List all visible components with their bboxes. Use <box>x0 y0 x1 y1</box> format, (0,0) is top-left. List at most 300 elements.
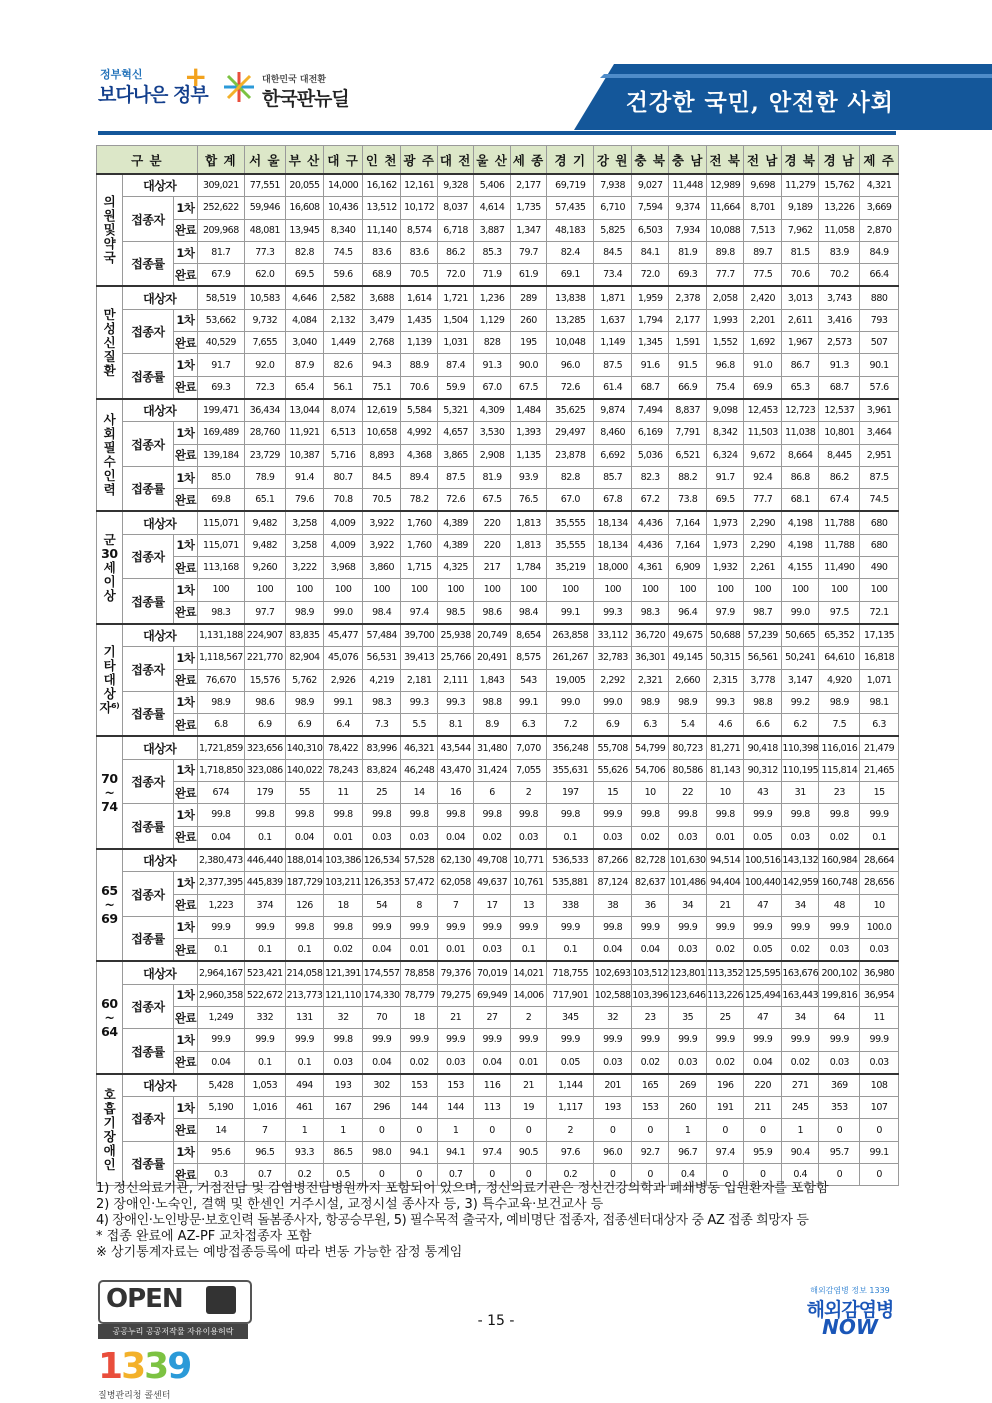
table-cell: 718,755 <box>547 961 594 984</box>
table-cell: 50,241 <box>781 647 819 669</box>
table-cell: 193 <box>594 1097 632 1119</box>
table-cell: 199,816 <box>819 984 860 1006</box>
table-cell: 10,088 <box>706 219 744 241</box>
table-cell: 10 <box>631 782 669 804</box>
table-cell: 9,874 <box>594 399 632 422</box>
table-cell: 15 <box>860 782 899 804</box>
table-cell: 140,022 <box>285 759 324 781</box>
table-cell: 61.9 <box>510 264 546 287</box>
group-label: 만성신질환 <box>97 286 123 398</box>
table-cell: 4,009 <box>324 511 363 534</box>
table-cell: 99.3 <box>437 691 473 713</box>
table-cell: 0 <box>362 1164 401 1186</box>
table-cell: 86.5 <box>324 1141 363 1163</box>
table-cell: 10,771 <box>510 849 546 872</box>
vaccinated-label: 접종자 <box>122 309 173 354</box>
table-cell: 39,413 <box>401 647 437 669</box>
table-cell: 3,922 <box>362 534 401 556</box>
vaccinated-label: 접종자 <box>122 197 173 242</box>
table-cell: 0.03 <box>510 826 546 849</box>
table-cell: 4,992 <box>401 422 437 444</box>
table-cell: 220 <box>744 1074 782 1097</box>
table-cell: 56,561 <box>744 647 782 669</box>
table-cell: 90,312 <box>744 759 782 781</box>
table-cell: 2,960,358 <box>197 984 244 1006</box>
table-cell: 99.8 <box>781 804 819 826</box>
table-cell: 8.9 <box>474 714 510 737</box>
table-cell: 99.8 <box>324 804 363 826</box>
table-cell: 94,404 <box>706 872 744 894</box>
table-cell: 10,172 <box>401 197 437 219</box>
table-cell: 8,460 <box>594 422 632 444</box>
table-cell: 6.3 <box>860 714 899 737</box>
table-cell: 70.6 <box>401 376 437 399</box>
table-cell: 0.1 <box>285 939 324 962</box>
table-cell: 11,279 <box>781 174 819 197</box>
table-cell: 1,144 <box>547 1074 594 1097</box>
open-license-logo <box>98 1280 248 1338</box>
overseas-caption: 해외감염병 정보 1339 <box>810 1286 890 1295</box>
table-cell: 99.9 <box>860 1029 899 1051</box>
rate-label: 접종률 <box>122 466 173 511</box>
table-cell: 4,436 <box>631 511 669 534</box>
table-cell: 78.2 <box>401 489 437 512</box>
table-cell: 332 <box>244 1006 285 1028</box>
vaccinated-label: 접종자 <box>122 534 173 579</box>
table-header-row <box>97 146 899 175</box>
dose-complete-label: 완료 <box>174 1164 198 1186</box>
table-cell: 494 <box>285 1074 324 1097</box>
table-row <box>97 1006 899 1028</box>
table-cell: 72.6 <box>437 489 473 512</box>
table-cell: 39,700 <box>401 624 437 647</box>
table-cell: 0 <box>510 1164 546 1186</box>
table-cell: 0 <box>401 1164 437 1186</box>
table-cell: 100 <box>547 579 594 601</box>
table-cell: 20,749 <box>474 624 510 647</box>
table-cell: 85.0 <box>197 466 244 488</box>
table-cell: 15,576 <box>244 669 285 691</box>
table-cell: 7,655 <box>244 332 285 354</box>
rate-label: 접종률 <box>122 1141 173 1186</box>
table-cell: 99.3 <box>594 601 632 624</box>
group-label: 60 ~ 64 <box>97 961 123 1073</box>
table-cell: 1,967 <box>781 332 819 354</box>
table-cell: 83.9 <box>819 241 860 263</box>
table-cell: 296 <box>362 1097 401 1119</box>
table-cell: 87.9 <box>285 354 324 376</box>
table-cell: 8,342 <box>706 422 744 444</box>
table-cell: 2,582 <box>324 286 363 309</box>
table-cell: 2,290 <box>744 534 782 556</box>
table-cell: 15,762 <box>819 174 860 197</box>
table-cell: 0.2 <box>285 1164 324 1186</box>
table-cell: 90,418 <box>744 736 782 759</box>
table-cell: 193 <box>324 1074 363 1097</box>
table-cell: 67.0 <box>547 489 594 512</box>
column-header: 경 기 <box>547 146 594 175</box>
table-cell: 99.9 <box>474 1029 510 1051</box>
table-cell: 2,951 <box>860 444 899 466</box>
table-cell: 220 <box>474 534 510 556</box>
table-cell: 3,887 <box>474 219 510 241</box>
table-cell: 153 <box>437 1074 473 1097</box>
table-cell: 153 <box>401 1074 437 1097</box>
table-cell: 6.4 <box>324 714 363 737</box>
table-cell: 98.3 <box>197 601 244 624</box>
page-header <box>0 0 992 140</box>
hotline-digit: 3 <box>144 1346 168 1387</box>
table-cell: 73.8 <box>669 489 707 512</box>
table-cell: 2 <box>547 1119 594 1141</box>
table-cell: 1,118,567 <box>197 647 244 669</box>
table-cell: 0.04 <box>362 1051 401 1074</box>
rate-label: 접종률 <box>122 579 173 624</box>
table-cell: 98.8 <box>744 691 782 713</box>
table-cell: 94.1 <box>437 1141 473 1163</box>
table-cell: 98.1 <box>860 691 899 713</box>
table-cell: 445,839 <box>244 872 285 894</box>
table-cell: 99.9 <box>510 1029 546 1051</box>
table-cell: 66.9 <box>669 376 707 399</box>
table-cell: 16,162 <box>362 174 401 197</box>
table-cell: 1,249 <box>197 1006 244 1028</box>
table-row <box>97 489 899 512</box>
table-cell: 75.1 <box>362 376 401 399</box>
table-cell: 90.0 <box>510 354 546 376</box>
table-cell: 174,330 <box>362 984 401 1006</box>
table-cell: 99.9 <box>197 1029 244 1051</box>
hotline-digit: 1 <box>98 1346 122 1387</box>
table-cell: 536,533 <box>547 849 594 872</box>
dose-1-label: 1차 <box>174 354 198 376</box>
table-cell: 356,248 <box>547 736 594 759</box>
table-cell: 54,706 <box>631 759 669 781</box>
table-cell: 6,692 <box>594 444 632 466</box>
table-cell: 0.1 <box>510 939 546 962</box>
table-cell: 98.9 <box>197 691 244 713</box>
table-cell: 65.4 <box>285 376 324 399</box>
table-cell: 98.9 <box>285 601 324 624</box>
table-cell: 87.4 <box>437 354 473 376</box>
table-cell: 86.7 <box>781 354 819 376</box>
footnote-1: 1) 정신의료기관, 거점전담 및 감염병전담병원까지 포함되어 있으며, 정신의료기관은 정신건강의학과 폐쇄병동 입원환자를 포함함 <box>96 1181 829 1196</box>
table-cell: 15 <box>594 782 632 804</box>
table-cell: 110,195 <box>781 759 819 781</box>
table-cell: 12,161 <box>401 174 437 197</box>
table-cell: 81.9 <box>474 466 510 488</box>
table-cell: 2,660 <box>669 669 707 691</box>
table-cell: 40,529 <box>197 332 244 354</box>
table-row <box>97 1074 899 1097</box>
table-cell: 99.1 <box>324 691 363 713</box>
table-cell: 67.5 <box>474 489 510 512</box>
table-cell: 4,084 <box>285 309 324 331</box>
table-cell: 83,835 <box>285 624 324 647</box>
table-cell: 0 <box>594 1119 632 1141</box>
table-cell: 99.9 <box>474 916 510 938</box>
table-cell: 82,637 <box>631 872 669 894</box>
table-cell: 48 <box>819 894 860 916</box>
table-cell: 35,555 <box>547 511 594 534</box>
table-cell: 4.6 <box>706 714 744 737</box>
table-cell: 1,347 <box>510 219 546 241</box>
table-cell: 100 <box>706 579 744 601</box>
table-cell: 99.8 <box>401 804 437 826</box>
table-cell: 3,778 <box>744 669 782 691</box>
dose-complete-label: 완료 <box>174 264 198 287</box>
table-cell: 25 <box>706 1006 744 1028</box>
table-cell: 69.9 <box>744 376 782 399</box>
dose-1-label: 1차 <box>174 984 198 1006</box>
table-cell: 96.0 <box>594 1141 632 1163</box>
table-row <box>97 1119 899 1141</box>
group-label: 기타대상자⁶⁾ <box>97 624 123 736</box>
target-label: 대상자 <box>122 736 197 759</box>
table-cell: 70,019 <box>474 961 510 984</box>
table-row <box>97 939 899 962</box>
table-cell: 0.4 <box>781 1164 819 1186</box>
table-cell: 91.7 <box>197 354 244 376</box>
table-cell: 35,555 <box>547 534 594 556</box>
column-header: 충 남 <box>669 146 707 175</box>
table-cell: 4,198 <box>781 534 819 556</box>
table-cell: 6,718 <box>437 219 473 241</box>
table-row <box>97 916 899 938</box>
table-cell: 2,926 <box>324 669 363 691</box>
table-cell: 4,361 <box>631 557 669 579</box>
table-cell: 3,961 <box>860 399 899 422</box>
target-label: 대상자 <box>122 286 197 309</box>
table-cell: 72.1 <box>860 601 899 624</box>
table-cell: 85.3 <box>474 241 510 263</box>
table-cell: 103,396 <box>631 984 669 1006</box>
table-cell: 8,664 <box>781 444 819 466</box>
table-cell: 680 <box>860 534 899 556</box>
table-cell: 36,954 <box>860 984 899 1006</box>
table-cell: 0 <box>819 1164 860 1186</box>
table-cell: 23 <box>631 1006 669 1028</box>
table-cell: 83,996 <box>362 736 401 759</box>
table-cell: 200,102 <box>819 961 860 984</box>
table-cell: 100 <box>781 579 819 601</box>
table-cell: 8,340 <box>324 219 363 241</box>
table-cell: 0 <box>362 1119 401 1141</box>
table-cell: 13,945 <box>285 219 324 241</box>
table-cell: 100 <box>819 579 860 601</box>
dose-1-label: 1차 <box>174 579 198 601</box>
table-cell: 0.02 <box>706 1051 744 1074</box>
table-cell: 14 <box>401 782 437 804</box>
table-cell: 96.8 <box>706 354 744 376</box>
group-label: 사회필수인력 <box>97 399 123 511</box>
table-cell: 1,435 <box>401 309 437 331</box>
table-cell: 99.8 <box>197 804 244 826</box>
table-cell: 1,071 <box>860 669 899 691</box>
table-cell: 4,219 <box>362 669 401 691</box>
table-cell: 13 <box>510 894 546 916</box>
table-cell: 116,016 <box>819 736 860 759</box>
table-cell: 20,055 <box>285 174 324 197</box>
table-row <box>97 376 899 399</box>
table-cell: 6,324 <box>706 444 744 466</box>
table-cell: 65.1 <box>244 489 285 512</box>
table-cell: 10,387 <box>285 444 324 466</box>
hotline-number <box>98 1346 190 1387</box>
table-cell: 522,672 <box>244 984 285 1006</box>
table-cell: 0.04 <box>594 939 632 962</box>
table-cell: 1,760 <box>401 534 437 556</box>
dose-complete-label: 완료 <box>174 1051 198 1074</box>
table-cell: 67.2 <box>631 489 669 512</box>
table-cell: 95.7 <box>819 1141 860 1163</box>
table-cell: 2,378 <box>669 286 707 309</box>
table-row <box>97 714 899 737</box>
table-cell: 0 <box>594 1164 632 1186</box>
table-cell: 64,610 <box>819 647 860 669</box>
table-cell: 4,920 <box>819 669 860 691</box>
table-cell: 7,070 <box>510 736 546 759</box>
table-cell: 6.9 <box>244 714 285 737</box>
table-cell: 4,389 <box>437 511 473 534</box>
table-cell: 160,984 <box>819 849 860 872</box>
table-cell: 74.5 <box>860 489 899 512</box>
table-cell: 115,814 <box>819 759 860 781</box>
table-cell: 69,949 <box>474 984 510 1006</box>
table-cell: 6.9 <box>594 714 632 737</box>
table-cell: 126 <box>285 894 324 916</box>
table-cell: 79,275 <box>437 984 473 1006</box>
table-cell: 99.9 <box>819 916 860 938</box>
table-cell: 89.4 <box>401 466 437 488</box>
table-cell: 0.1 <box>244 826 285 849</box>
table-cell: 9,732 <box>244 309 285 331</box>
vaccinated-label: 접종자 <box>122 872 173 917</box>
table-cell: 21,465 <box>860 759 899 781</box>
dose-1-label: 1차 <box>174 804 198 826</box>
table-cell: 0.7 <box>437 1164 473 1186</box>
table-cell: 99.8 <box>437 804 473 826</box>
table-cell: 7 <box>244 1119 285 1141</box>
table-cell: 1,692 <box>744 332 782 354</box>
table-cell: 6.6 <box>744 714 782 737</box>
table-cell: 10,583 <box>244 286 285 309</box>
table-cell: 0 <box>819 1119 860 1141</box>
table-cell: 9,098 <box>706 399 744 422</box>
table-row <box>97 354 899 376</box>
table-cell: 3,416 <box>819 309 860 331</box>
table-cell: 179 <box>244 782 285 804</box>
table-cell: 13,838 <box>547 286 594 309</box>
table-cell: 20,491 <box>474 647 510 669</box>
table-cell: 7,164 <box>669 511 707 534</box>
table-cell: 7,791 <box>669 422 707 444</box>
table-cell: 8.1 <box>437 714 473 737</box>
table-cell: 8,445 <box>819 444 860 466</box>
table-cell: 1,345 <box>631 332 669 354</box>
table-cell: 9,482 <box>244 534 285 556</box>
table-cell: 14,021 <box>510 961 546 984</box>
table-cell: 4,657 <box>437 422 473 444</box>
table-cell: 99.9 <box>437 916 473 938</box>
table-cell: 93.3 <box>285 1141 324 1163</box>
table-cell: 28,760 <box>244 422 285 444</box>
table-cell: 76,670 <box>197 669 244 691</box>
table-cell: 1,139 <box>401 332 437 354</box>
rate-label: 접종률 <box>122 804 173 849</box>
table-cell: 9,374 <box>669 197 707 219</box>
table-cell: 99.9 <box>362 916 401 938</box>
table-cell: 7.5 <box>819 714 860 737</box>
table-cell: 93.9 <box>510 466 546 488</box>
table-cell: 99.9 <box>744 1029 782 1051</box>
table-cell: 98.8 <box>474 691 510 713</box>
table-cell: 1,449 <box>324 332 363 354</box>
table-cell: 0.1 <box>547 826 594 849</box>
table-cell: 100 <box>631 579 669 601</box>
table-cell: 0 <box>860 1119 899 1141</box>
dose-1-label: 1차 <box>174 1097 198 1119</box>
table-row <box>97 264 899 287</box>
table-cell: 82,904 <box>285 647 324 669</box>
vaccinated-label: 접종자 <box>122 759 173 804</box>
table-cell: 121,391 <box>324 961 363 984</box>
table-cell: 68.7 <box>819 376 860 399</box>
table-cell: 12,989 <box>706 174 744 197</box>
table-cell: 90.5 <box>510 1141 546 1163</box>
table-cell: 70.6 <box>781 264 819 287</box>
table-cell: 2,420 <box>744 286 782 309</box>
table-cell: 0.03 <box>669 826 707 849</box>
table-cell: 50,665 <box>781 624 819 647</box>
column-header: 인 천 <box>362 146 401 175</box>
table-cell: 99.9 <box>669 916 707 938</box>
table-cell: 84.5 <box>594 241 632 263</box>
table-cell: 9,260 <box>244 557 285 579</box>
table-cell: 0.04 <box>197 826 244 849</box>
table-cell: 99.8 <box>819 804 860 826</box>
table-cell: 18 <box>401 1006 437 1028</box>
table-cell: 72.6 <box>547 376 594 399</box>
table-cell: 80,723 <box>669 736 707 759</box>
table-cell: 1,993 <box>706 309 744 331</box>
table-cell: 8,701 <box>744 197 782 219</box>
table-cell: 57.6 <box>860 376 899 399</box>
table-cell: 11,664 <box>706 197 744 219</box>
dose-1-label: 1차 <box>174 916 198 938</box>
table-cell: 1,718,850 <box>197 759 244 781</box>
table-cell: 115,071 <box>197 511 244 534</box>
table-row <box>97 961 899 984</box>
dose-complete-label: 완료 <box>174 1119 198 1141</box>
table-cell: 0.7 <box>244 1164 285 1186</box>
table-cell: 2,611 <box>781 309 819 331</box>
table-cell: 160,748 <box>819 872 860 894</box>
table-cell: 23,878 <box>547 444 594 466</box>
table-cell: 0.3 <box>197 1164 244 1186</box>
table-cell: 97.5 <box>819 601 860 624</box>
table-cell: 11,788 <box>819 511 860 534</box>
table-cell: 99.9 <box>547 916 594 938</box>
new-deal-title: 한국판뉴딜 <box>262 88 349 110</box>
table-cell: 9,698 <box>744 174 782 197</box>
table-cell: 91.6 <box>631 354 669 376</box>
table-cell: 5,190 <box>197 1097 244 1119</box>
table-cell: 92.4 <box>744 466 782 488</box>
new-deal-subtitle: 대한민국 대전환 <box>262 75 326 85</box>
table-cell: 100,516 <box>744 849 782 872</box>
table-cell: 144 <box>401 1097 437 1119</box>
